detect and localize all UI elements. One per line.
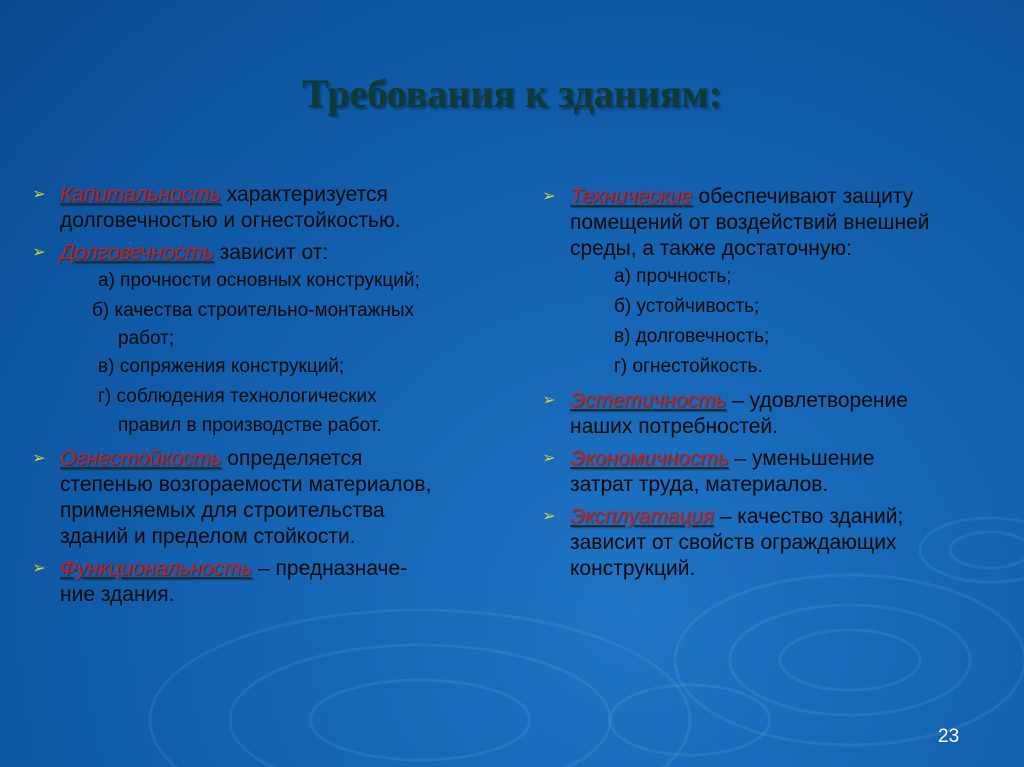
term-label: Эксплуатация bbox=[570, 505, 714, 528]
term-label: Долговечность bbox=[60, 241, 214, 264]
slide-title: Требования к зданиям: bbox=[302, 71, 722, 116]
term-description: – предназначе- bbox=[252, 557, 408, 580]
chevron-right-icon: ➢ bbox=[32, 186, 46, 203]
sub-item: работ; bbox=[118, 328, 175, 349]
term-label: Функциональность bbox=[60, 557, 253, 580]
list-item-kapitalnost bbox=[30, 182, 500, 234]
term-description: характеризуется bbox=[220, 183, 388, 206]
right-column bbox=[540, 184, 1000, 582]
term-description-line: долговечностью и огнестойкостью. bbox=[60, 209, 401, 232]
sub-item: б) качества строительно-монтажных bbox=[92, 300, 415, 321]
term-description-line: затрат труда, материалов. bbox=[570, 473, 829, 496]
chevron-right-icon: ➢ bbox=[32, 450, 46, 467]
sub-item: а) прочности основных конструкций; bbox=[98, 270, 420, 291]
term-description-line: наших потребностей. bbox=[570, 415, 778, 438]
sub-item: в) сопряжения конструкций; bbox=[98, 356, 345, 377]
term-label: Технические bbox=[570, 185, 693, 208]
chevron-right-icon: ➢ bbox=[32, 560, 46, 577]
term-description-line: зависит от свойств ограждающих bbox=[570, 531, 897, 554]
sub-item: г) соблюдения технологических bbox=[98, 386, 377, 407]
term-description-line: конструкций. bbox=[570, 557, 696, 580]
slide-number: 23 bbox=[938, 726, 960, 747]
term-description-line: степенью возгораемости материалов, bbox=[60, 473, 432, 496]
sub-item: в) долговечность; bbox=[614, 326, 770, 347]
term-description: – качество зданий; bbox=[713, 505, 904, 528]
list-item-ekonomichnost bbox=[540, 446, 1000, 498]
term-description: – уменьшение bbox=[728, 447, 875, 470]
chevron-right-icon: ➢ bbox=[542, 392, 556, 409]
term-description: определяется bbox=[221, 447, 363, 470]
term-label: Экономичность bbox=[570, 447, 729, 470]
term-description: – удовлетворение bbox=[726, 389, 908, 412]
sub-item: б) устойчивость; bbox=[614, 296, 760, 317]
left-column bbox=[30, 182, 500, 608]
sub-item: а) прочность; bbox=[614, 266, 732, 287]
term-description-line: применяемых для строительства bbox=[60, 499, 385, 522]
list-item-funktsionalnost bbox=[30, 556, 500, 608]
term-description: зависит от: bbox=[213, 241, 329, 264]
chevron-right-icon: ➢ bbox=[542, 508, 556, 525]
term-description-line: среды, а также достаточную: bbox=[570, 237, 852, 260]
term-label: Огнестойкость bbox=[60, 447, 222, 470]
chevron-right-icon: ➢ bbox=[542, 188, 556, 205]
term-label: Эстетичность bbox=[570, 389, 727, 412]
sub-item: г) огнестойкость. bbox=[614, 356, 763, 377]
term-description-line: помещений от воздействий внешней bbox=[570, 211, 930, 234]
term-description-line: ние здания. bbox=[60, 583, 175, 606]
list-item-ekspluatatsiya bbox=[540, 504, 1000, 582]
chevron-right-icon: ➢ bbox=[32, 244, 46, 261]
term-label: Капитальность bbox=[60, 183, 221, 206]
list-item-dolgovechnost bbox=[30, 240, 500, 440]
sub-item: правил в производстве работ. bbox=[118, 415, 382, 436]
term-description: обеспечивают защиту bbox=[692, 185, 914, 208]
list-item-estetichnost bbox=[540, 388, 1000, 440]
list-item-tekhnicheskie bbox=[540, 184, 1000, 382]
list-item-ognestoykost bbox=[30, 446, 500, 550]
term-description-line: зданий и пределом стойкости. bbox=[60, 525, 356, 548]
chevron-right-icon: ➢ bbox=[542, 450, 556, 467]
